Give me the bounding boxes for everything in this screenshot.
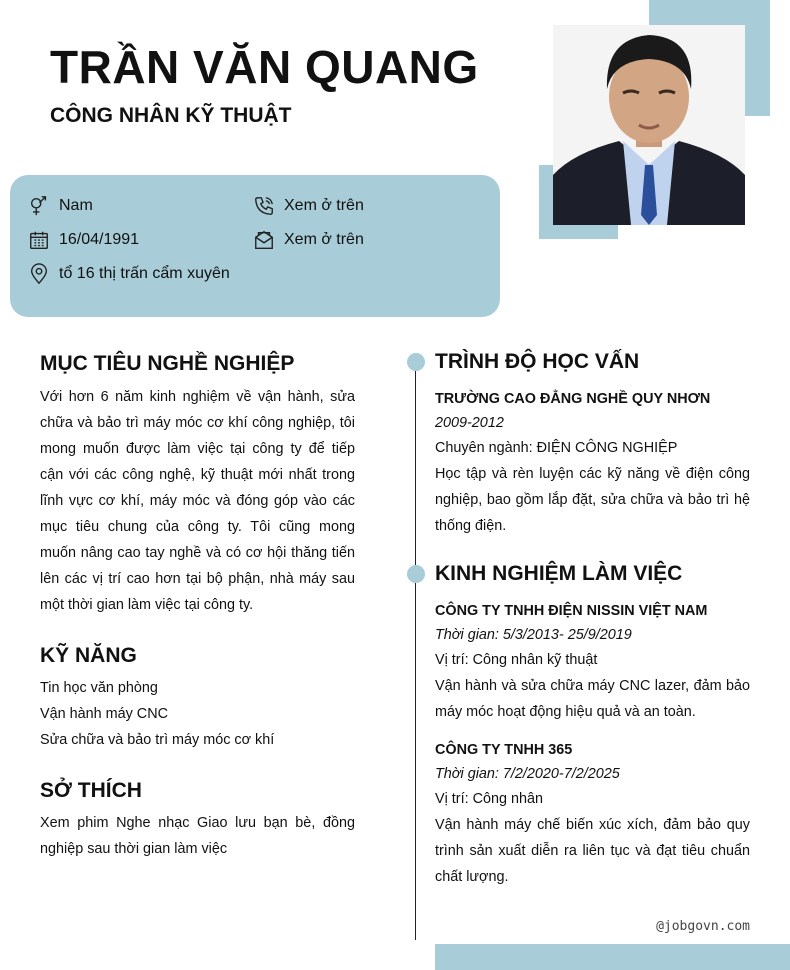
hobbies-text: Xem phim Nghe nhạc Giao lưu bạn bè, đồng nghiệp sau thời gian làm việc bbox=[40, 815, 355, 857]
timeline-line bbox=[415, 360, 416, 940]
birthdate-value: 16/04/1991 bbox=[59, 231, 140, 248]
timeline-dot-education bbox=[407, 353, 425, 371]
skill-item: Sửa chữa và bảo trì máy móc cơ khí bbox=[40, 732, 275, 748]
objective-heading: MỤC TIÊU NGHỀ NGHIỆP bbox=[40, 352, 295, 375]
contact-address bbox=[28, 263, 230, 285]
phone-icon bbox=[253, 195, 275, 217]
candidate-name: TRẦN VĂN QUANG bbox=[50, 41, 479, 93]
education-school: TRƯỜNG CAO ĐẲNG NGHỀ QUY NHƠN bbox=[435, 391, 711, 407]
timeline-dot-experience bbox=[407, 565, 425, 583]
email-value: Xem ở trên bbox=[284, 231, 364, 248]
skill-item: Tin học văn phòng bbox=[40, 680, 158, 696]
job-company: CÔNG TY TNHH 365 bbox=[435, 742, 573, 758]
contact-info-panel bbox=[10, 175, 500, 317]
job-period: Thời gian: 7/2/2020-7/2/2025 bbox=[435, 766, 620, 782]
contact-phone bbox=[253, 195, 364, 217]
job-company: CÔNG TY TNHH ĐIỆN NISSIN VIỆT NAM bbox=[435, 603, 708, 619]
candidate-title: CÔNG NHÂN KỸ THUẬT bbox=[50, 104, 292, 127]
job-period: Thời gian: 5/3/2013- 25/9/2019 bbox=[435, 627, 632, 643]
mail-icon bbox=[253, 229, 275, 251]
calendar-icon bbox=[28, 229, 50, 251]
hobbies-heading: SỞ THÍCH bbox=[40, 779, 142, 802]
education-period: 2009-2012 bbox=[435, 415, 504, 431]
decor-block-bottom bbox=[435, 944, 790, 970]
watermark: @jobgovn.com bbox=[656, 919, 750, 934]
profile-photo bbox=[553, 25, 745, 225]
job-description: Vận hành và sửa chữa máy CNC lazer, đảm bảo máy móc hoạt động hiệu quả và an toàn. bbox=[435, 678, 750, 720]
education-description: Học tập và rèn luyện các kỹ năng về điện công nghiệp, bao gồm lắp đặt, sửa chữa và bảo trì hệ thống điện. bbox=[435, 466, 750, 534]
job-position: Vị trí: Công nhân kỹ thuật bbox=[435, 652, 598, 668]
phone-value: Xem ở trên bbox=[284, 197, 364, 214]
gender-icon bbox=[28, 195, 50, 217]
contact-gender bbox=[28, 195, 93, 217]
education-heading: TRÌNH ĐỘ HỌC VẤN bbox=[435, 350, 640, 373]
contact-email bbox=[253, 229, 364, 251]
experience-heading: KINH NGHIỆM LÀM VIỆC bbox=[435, 562, 683, 585]
profile-photo-image bbox=[553, 25, 745, 225]
education-major: Chuyên ngành: ĐIỆN CÔNG NGHIỆP bbox=[435, 440, 678, 456]
skills-heading: KỸ NĂNG bbox=[40, 644, 137, 667]
address-value: tổ 16 thị trấn cẩm xuyên bbox=[59, 265, 230, 282]
gender-value: Nam bbox=[59, 197, 93, 214]
job-description: Vận hành máy chế biến xúc xích, đảm bảo quy trình sản xuất diễn ra liên tục và đạt tiêu chuẩn chất lượng. bbox=[435, 817, 750, 885]
contact-birthdate bbox=[28, 229, 139, 251]
location-icon bbox=[28, 263, 50, 285]
job-position: Vị trí: Công nhân bbox=[435, 791, 543, 807]
objective-text: Với hơn 6 năm kinh nghiệm về vận hành, sửa chữa và bảo trì máy móc cơ khí công nghiệp, tôi mong muốn được làm việc tại công ty để tiếp cận với các công nghệ, kỹ thuật mới nhất trong lĩnh vực cơ khí, máy móc và đóng góp vào các mục tiêu chung của công ty. Tôi cũng mong muốn nâng cao tay nghề và có cơ hội thăng tiến lên các vị trí cao hơn tại bộ phận, nhà máy sau một thời gian làm việc tại công ty. bbox=[40, 389, 355, 613]
skill-item: Vận hành máy CNC bbox=[40, 706, 168, 722]
